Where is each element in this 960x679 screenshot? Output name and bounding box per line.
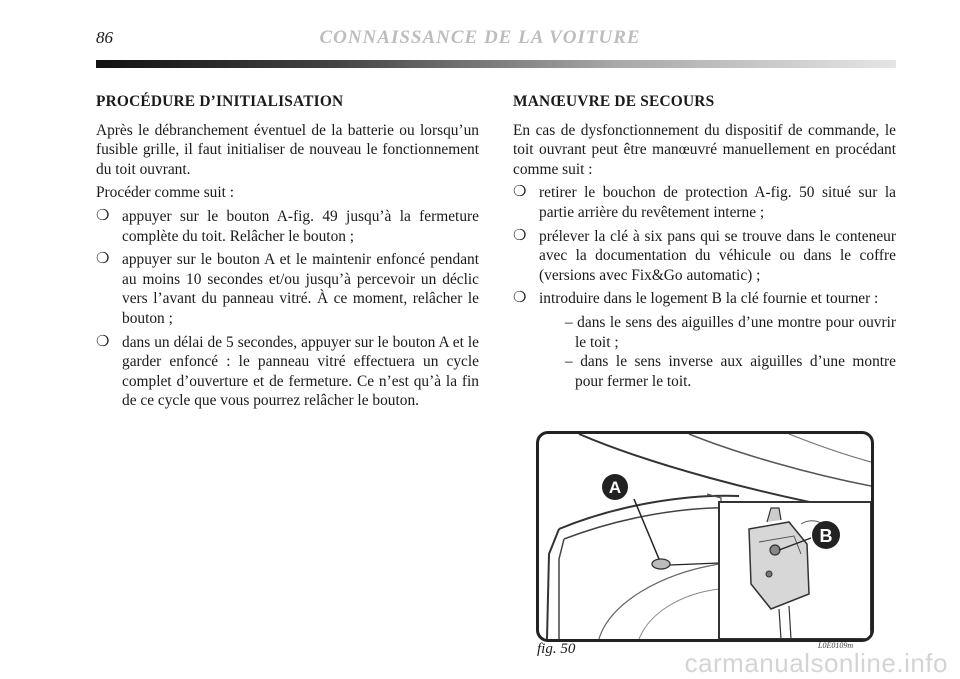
paragraph-intro: En cas de dysfonctionnement du dispositif de commande, le toit ouvrant peut être manœuvré manuellement en procédant comme suit : (513, 121, 896, 178)
list-item-text: introduire dans le logement B la clé fournie et tourner : (539, 290, 879, 308)
list-item-text: retirer le bouchon de protection A-fig. 50 situé sur la partie arrière du revêtement interne ; (539, 184, 896, 221)
paragraph-procedure: Procéder comme suit : (96, 184, 235, 202)
bullet-circle-icon (96, 207, 109, 227)
paragraph-intro: Après le débranchement éventuel de la batterie ou lorsqu’un fusible grille, il faut initialiser de nouveau le fonctionnement du toit ouvrant. (96, 121, 479, 178)
list-item-text: appuyer sur le bouton A-fig. 49 jusqu’à la fermeture complète du toit. Relâcher le bouton ; (122, 207, 479, 245)
figure-illustration (536, 431, 874, 642)
page-number: 86 (96, 28, 113, 47)
list-item-text: appuyer sur le bouton A et le maintenir enfoncé pendant au moins 10 secondes et/ou jusqu’à percevoir un déclic vers l’avant du panneau vitré. À ce moment, relâcher le bouton ; (122, 251, 479, 327)
list-item-text: dans un délai de 5 secondes, appuyer sur le bouton A et le garder enfoncé : le panneau vitré effectuera un cycle complet d’ouverture et de fermeture. Ce n’est qu’à la fin de ce cycle que vous pourrez relâcher le bouton. (122, 333, 479, 410)
running-title: CONNAISSANCE DE LA VOITURE (319, 27, 641, 48)
section-heading-secours: MANŒUVRE DE SECOURS (513, 93, 715, 110)
figure-caption: fig. 50 (537, 641, 576, 657)
label-a: A (608, 478, 622, 497)
section-heading-initialisation: PROCÉDURE D’INITIALISATION (96, 93, 344, 110)
bullet-circle-icon (513, 289, 526, 309)
sub-list (513, 313, 896, 391)
bullet-list (513, 183, 896, 309)
list-item (96, 250, 479, 328)
label-b: B (819, 526, 833, 546)
list-item (96, 207, 479, 246)
list-item (513, 227, 896, 286)
left-column (96, 92, 479, 415)
list-item (513, 183, 896, 222)
figure-code: L0E0109m (818, 641, 854, 650)
bullet-circle-icon (96, 333, 109, 353)
bullet-circle-icon (513, 183, 526, 203)
right-column (513, 92, 896, 391)
list-item-text: prélever la clé à six pans qui se trouve dans le conteneur avec la documentation du véhicule ou dans le coffre (versions avec Fix&Go automatic) ; (539, 227, 896, 284)
watermark: carmanualsonline.info (684, 648, 948, 678)
bullet-circle-icon (513, 227, 526, 247)
sunroof-illustration (539, 434, 871, 639)
list-item (513, 289, 896, 309)
list-item (96, 333, 479, 411)
bullet-list (96, 207, 479, 411)
bullet-circle-icon (96, 250, 109, 270)
sub-list-item: – dans le sens des aiguilles d’une montre pour ouvrir le toit ; (565, 313, 896, 351)
header-rule (96, 60, 896, 68)
sub-list-item: – dans le sens inverse aux aiguilles d’une montre pour fermer le toit. (565, 353, 896, 390)
